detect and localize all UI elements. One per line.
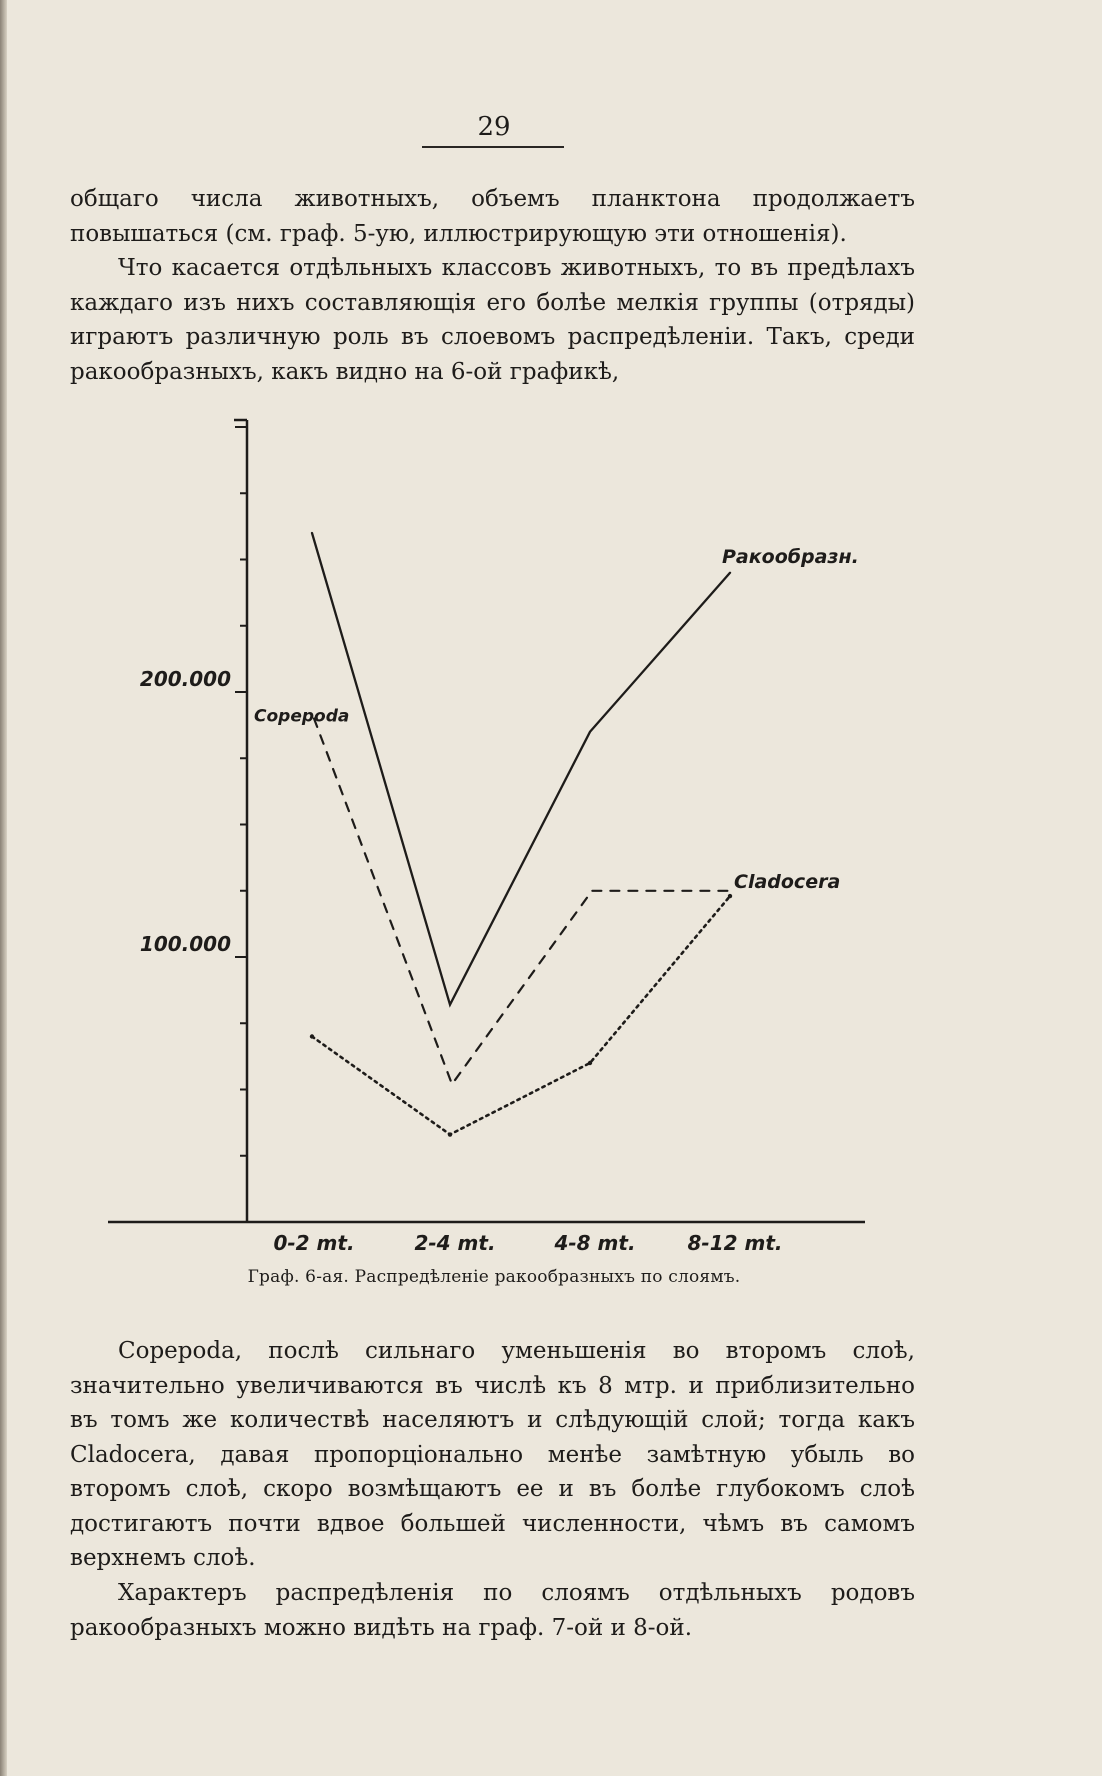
series-line-solid bbox=[312, 533, 730, 1005]
y-axis-ticks bbox=[235, 427, 247, 1156]
page-edge-shadow bbox=[0, 0, 7, 1776]
crustacea-layer-chart bbox=[100, 405, 880, 1255]
paragraph-4: Характеръ распредѣленія по слоямъ отдѣльныхъ родовъ ракообразныхъ можно видѣть на граф. 7-ой и 8-ой. bbox=[70, 1580, 915, 1641]
page-number-rule bbox=[422, 146, 564, 148]
paragraph-1-text: общаго числа животныхъ, объемъ планктона продолжаетъ повышаться (см. граф. 5-ую, иллюстрирующую эти отношенія). bbox=[70, 186, 915, 247]
series-point bbox=[448, 1132, 452, 1136]
paragraph-1 bbox=[70, 182, 915, 389]
chart-axes bbox=[108, 420, 865, 1222]
x-tick-label: 2-4 mt. bbox=[414, 1231, 496, 1255]
series-layer bbox=[310, 533, 732, 1137]
page-number: 29 bbox=[477, 112, 511, 142]
series-label: Cladocera bbox=[734, 871, 841, 894]
paragraph-2-text: Что касается отдѣльныхъ классовъ животныхъ, то въ предѣлахъ каждаго изъ нихъ составляющія его болѣе мелкія группы (отряды) играютъ различную роль въ слоевомъ распредѣленіи. Такъ, среди ракообразныхъ, какъ видно на 6-ой графикѣ, bbox=[70, 255, 915, 385]
paragraph-3: Copepoda, послѣ сильнаго уменьшенія во второмъ слоѣ, значительно увеличиваются въ числѣ къ 8 мтр. и приблизительно въ томъ же количествѣ населяютъ и слѣдующій слой; тогда какъ Cladocera, давая пропорціонально менѣе замѣтную убыль во второмъ слоѣ, скоро возмѣщаютъ ее и въ болѣе глубокомъ слоѣ достигаютъ почти вдвое большей численности, чѣмъ въ самомъ верхнемъ слоѣ. bbox=[70, 1338, 915, 1571]
series-label: Ракообразн. bbox=[722, 545, 859, 568]
x-tick-label: 8-12 mt. bbox=[687, 1231, 783, 1255]
x-tick-label: 0-2 mt. bbox=[273, 1231, 355, 1255]
series-line-dotted bbox=[312, 896, 730, 1134]
series-point bbox=[310, 1034, 314, 1038]
y-tick-label: 100.000 bbox=[139, 932, 231, 956]
chart-caption: Граф. 6-ая. Распредѣленіе ракообразныхъ по слоямъ. bbox=[247, 1267, 741, 1287]
y-tick-label: 200.000 bbox=[139, 667, 231, 691]
series-point bbox=[728, 894, 732, 898]
series-label: Copepoda bbox=[254, 706, 350, 727]
series-point bbox=[588, 1061, 592, 1065]
x-tick-label: 4-8 mt. bbox=[554, 1231, 636, 1255]
series-line-dashed bbox=[314, 719, 732, 1085]
